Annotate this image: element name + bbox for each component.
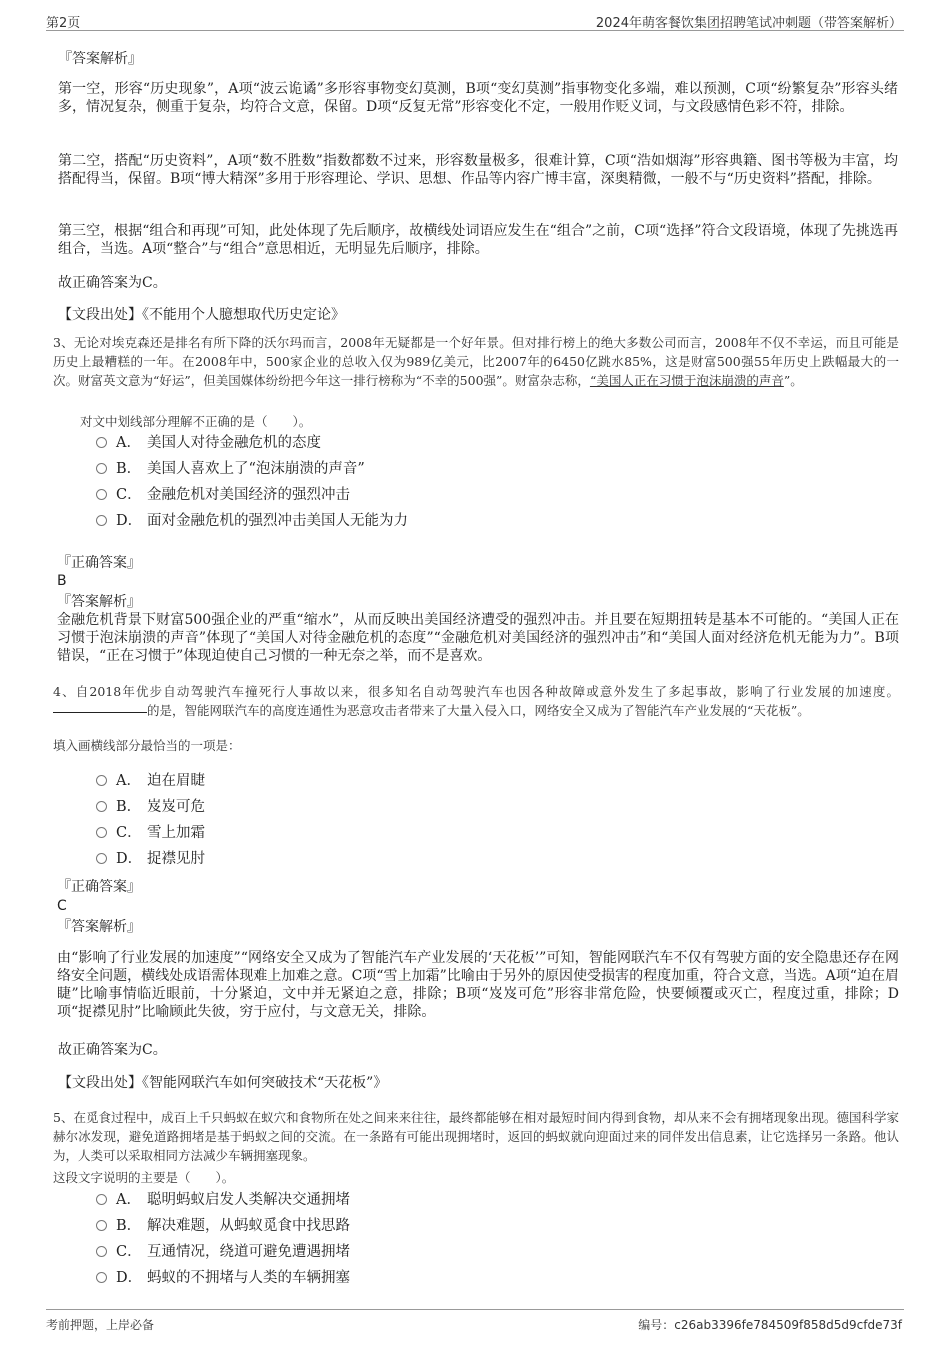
page-footer: [46, 1309, 904, 1338]
q4-explain: 由“影响了行业发展的加速度”“网络安全又成为了智能汽车产业发展的‘天花板’”可知，智能网联汽车不仅有驾驶方面的安全隐患还存在网络安全问题，横线处成语需体现难上加难之意。C项“雪上加霜”比喻由于另外的原因使受损害的程度加重，符合文意，当选。A项“迫在眉睫”比喻事情临近眼前，十分紧迫，文中并无紧迫之意，排除；B项“岌岌可危”形容非常危险，快要倾覆或灭亡，程度过重，排除；D项“捉襟见肘”比喻顾此失彼，穷于应付，与文意无关，排除。: [57, 950, 899, 1020]
q4-option-d[interactable]: D． 捉襟见肘: [96, 847, 205, 871]
footer-code-label: 编号：: [638, 1318, 675, 1332]
q3-option-b[interactable]: B． 美国人喜欢上了“泡沫崩溃的声音”: [96, 457, 365, 481]
q2-source: 【文段出处】《不能用个人臆想取代历史定论》: [58, 307, 345, 323]
q4-source: 【文段出处】《智能网联汽车如何突破技术“天花板”》: [58, 1075, 388, 1091]
q5-prompt: 这段文字说明的主要是（ ）。: [53, 1170, 235, 1185]
q3-explain-tag: 『答案解析』: [57, 594, 141, 610]
q5-option-b[interactable]: B． 解决难题，从蚂蚁觅食中找思路: [96, 1214, 350, 1238]
q2-explain-p3: 第三空，根据“组合和再现”可知，此处体现了先后顺序，故横线处词语应发生在“组合”之前，C项“选择”符合文段语境，体现了先挑选再组合，当选。A项“整合”与“组合”意思相近，无明显先后顺序，排除。: [58, 223, 898, 257]
q5-option-a[interactable]: A． 聪明蚂蚁启发人类解决交通拥堵: [96, 1188, 350, 1212]
q2-explain-p1: 第一空，形容“历史现象”，A项“波云诡谲”多形容事物变幻莫测，B项“变幻莫测”指事物变化多端，难以预测，C项“纷繁复杂”形容头绪多，情况复杂，侧重于复杂，均符合文意，保留。D项“反复无常”形容变化不定，一般用作贬义词，与文段感情色彩不符，排除。: [58, 81, 898, 115]
q5-option-c[interactable]: C． 互通情况，绕道可避免遭遇拥堵: [96, 1240, 350, 1264]
q3-text: 3、无论对埃克森还是排名有所下降的沃尔玛而言，2008年无疑都是一个好年景。但对排行榜上的绝大多数公司而言，2008年不仅不幸运，而且可能是历史上最糟糕的一年。在2008年中，500家企业的总收入仅为989亿美元，比2007年的6450亿跳水85%，这是财富500强55年历史上跌幅最大的一次。财富英文意为“好运”，但美国媒体纷纷把今年这一排行榜称为“不幸的500强”。财富杂志称，: [53, 335, 899, 388]
radio-icon[interactable]: [96, 1246, 107, 1257]
q3-text-end: ”。: [783, 373, 803, 388]
q3-option-c[interactable]: C． 金融危机对美国经济的强烈冲击: [96, 483, 350, 507]
q2-explain-tag: 『答案解析』: [58, 51, 142, 67]
footer-motto: 考前押题，上岸必备: [46, 1318, 155, 1332]
page-header: [46, 10, 904, 31]
q4-blank: [53, 711, 147, 713]
q3-question: [53, 333, 899, 390]
footer-code: [638, 1316, 902, 1333]
q3-answer: B: [57, 573, 67, 589]
radio-icon[interactable]: [96, 775, 107, 786]
q3-option-a[interactable]: A． 美国人对待金融危机的态度: [96, 431, 321, 455]
q4-answer: C: [57, 898, 67, 914]
radio-icon[interactable]: [96, 515, 107, 526]
q5-question: 5、在觅食过程中，成百上千只蚂蚁在蚁穴和食物所在处之间来来往往，最终都能够在相对最短时间内得到食物，却从来不会有拥堵现象出现。德国科学家赫尔冰发现，避免道路拥堵是基于蚂蚁之间的交流。在一条路有可能出现拥堵时，返回的蚂蚁就向迎面过来的同伴发出信息素，让它选择另一条路。他认为，人类可以采取相同方法减少车辆拥塞现象。: [53, 1110, 899, 1163]
q4-explain-tag: 『答案解析』: [57, 919, 141, 935]
q4-conclusion: 故正确答案为C。: [58, 1042, 167, 1058]
page-number: 第2页: [46, 16, 81, 31]
q3-option-d[interactable]: D． 面对金融危机的强烈冲击美国人无能为力: [96, 509, 408, 533]
q4-text: 4、自2018年优步自动驾驶汽车撞死行人事故以来，很多知名自动驾驶汽车也因各种故障或意外发生了多起事故，影响了行业发展的加速度。: [53, 684, 899, 699]
q4-prompt: 填入画横线部分最恰当的一项是：: [53, 738, 241, 753]
radio-icon[interactable]: [96, 1272, 107, 1283]
q4-question: [53, 682, 899, 720]
radio-icon[interactable]: [96, 1220, 107, 1231]
q5-option-d[interactable]: D． 蚂蚁的不拥堵与人类的车辆拥塞: [96, 1266, 350, 1290]
radio-icon[interactable]: [96, 463, 107, 474]
radio-icon[interactable]: [96, 1194, 107, 1205]
q4-text-end: 的是，智能网联汽车的高度连通性为恶意攻击者带来了大量入侵入口，网络安全又成为了智能汽车产业发展的“天花板”。: [147, 703, 810, 718]
radio-icon[interactable]: [96, 489, 107, 500]
radio-icon[interactable]: [96, 853, 107, 864]
q4-answer-tag: 『正确答案』: [57, 879, 141, 895]
radio-icon[interactable]: [96, 827, 107, 838]
document-title: 2024年萌客餐饮集团招聘笔试冲刺题（带答案解析）: [595, 16, 902, 31]
radio-icon[interactable]: [96, 801, 107, 812]
radio-icon[interactable]: [96, 437, 107, 448]
q4-option-b[interactable]: B． 岌岌可危: [96, 795, 205, 819]
q3-prompt: 对文中划线部分理解不正确的是（ ）。: [80, 414, 312, 429]
q3-answer-tag: 『正确答案』: [57, 555, 141, 571]
q2-explain-p2: 第二空，搭配“历史资料”，A项“数不胜数”指数都数不过来，形容数量极多，很难计算，C项“浩如烟海”形容典籍、图书等极为丰富，均搭配得当，保留。B项“博大精深”多用于形容理论、学识、思想、作品等内容广博丰富，深奥精微，一般不与“历史资料”搭配，排除。: [58, 153, 898, 187]
q4-option-a[interactable]: A． 迫在眉睫: [96, 769, 205, 793]
q3-underlined: “美国人正在习惯于泡沫崩溃的声音: [589, 373, 784, 388]
q4-option-c[interactable]: C． 雪上加霜: [96, 821, 205, 845]
q3-explain: 金融危机背景下财富500强企业的严重“缩水”，从而反映出美国经济遭受的强烈冲击。并且要在短期扭转是基本不可能的。“美国人正在习惯于泡沫崩溃的声音”体现了“美国人对待金融危机的态度”“金融危机对美国经济的强烈冲击”和“美国人面对经济危机无能为力”。B项错误，“正在习惯于”体现迫使自己习惯的一种无奈之举，而不是喜欢。: [57, 612, 899, 664]
footer-code-value: c26ab3396fe784509f858d5d9cfde73f: [674, 1318, 902, 1332]
q2-conclusion: 故正确答案为C。: [58, 275, 167, 291]
